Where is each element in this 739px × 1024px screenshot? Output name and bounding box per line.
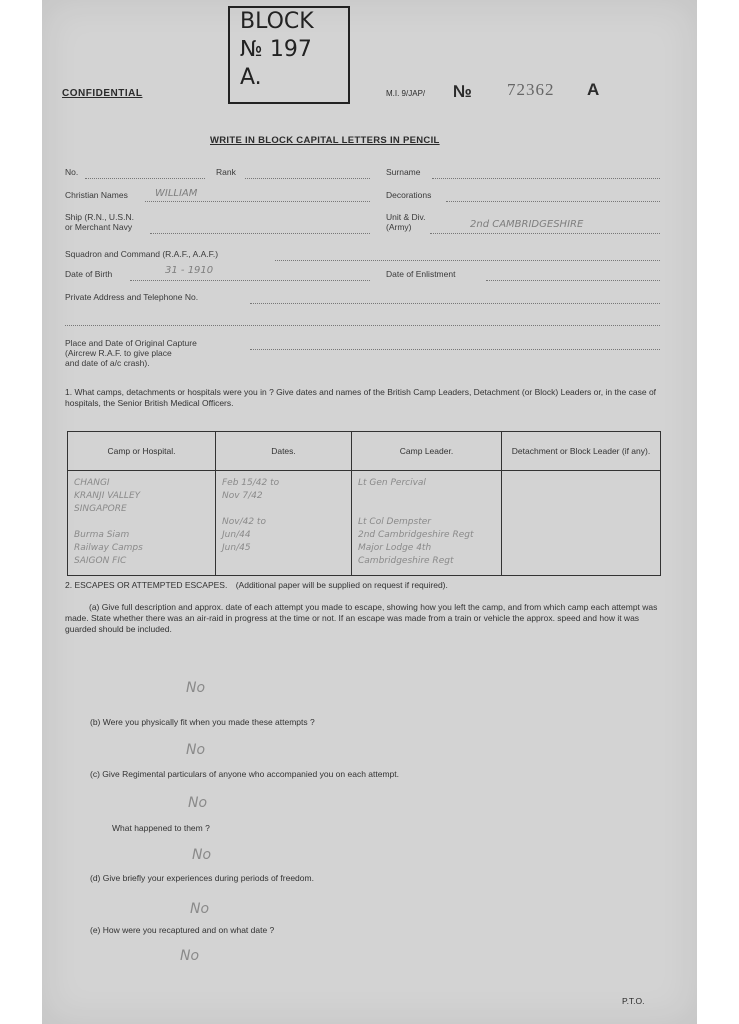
field-capture-line: [250, 349, 660, 350]
dob-value: 31 - 1910: [165, 265, 214, 276]
field-enlistment-label: Date of Enlistment: [386, 269, 456, 279]
field-capture-label: Place and Date of Original Capture (Aircrew R.A.F. to give place and date of a/c crash).: [65, 338, 197, 368]
field-address-line-2: [65, 325, 660, 326]
cell-camp: CHANGI KRANJI VALLEY SINGAPORE Burma Siam Railway Camps SAIGON FIC: [68, 471, 216, 576]
field-decorations-label: Decorations: [386, 190, 432, 200]
field-surname-line: [432, 178, 660, 179]
field-decorations-line: [446, 201, 660, 202]
field-unit-label: Unit & Div. (Army): [386, 212, 426, 232]
field-no-line: [85, 178, 205, 179]
answer-2d: No: [190, 901, 210, 917]
header-block: Detachment or Block Leader (if any).: [502, 432, 661, 471]
header-dates: Dates.: [216, 432, 352, 471]
stamp-line-2: № 197: [240, 37, 312, 62]
cell-leader: Lt Gen Percival Lt Col Dempster 2nd Cambridgeshire Regt Major Lodge 4th Cambridgeshire Regt: [352, 471, 502, 576]
field-christian-label: Christian Names: [65, 190, 128, 200]
field-unit-line: [430, 233, 660, 234]
field-christian-line: [145, 201, 370, 202]
field-ship-line: [150, 233, 370, 234]
form-number: 72362: [507, 80, 555, 99]
pto-label: P.T.O.: [622, 996, 645, 1006]
question-2d: (d) Give briefly your experiences during periods of freedom.: [90, 873, 314, 883]
field-surname-label: Surname: [386, 167, 421, 177]
field-rank-line: [245, 178, 370, 179]
christian-value: WILLIAM: [155, 188, 198, 199]
question-1: 1. What camps, detachments or hospitals were you in ? Give dates and names of the British Camp Leaders, Detachment (or Block) Leaders or, in the case of hospitals, the Senior British Medical Officers.: [65, 387, 657, 408]
field-enlistment-line: [486, 280, 660, 281]
stamp-line-1: BLOCK: [240, 9, 314, 34]
field-ship-label: Ship (R.N., U.S.N. or Merchant Navy: [65, 212, 134, 232]
stamp-line-3: A.: [240, 65, 262, 90]
question-2a: (a) Give full description and approx. date of each attempt you made to escape, showing how you left the camp, and from which camp each attempt was made. State whether there was an air-raid in progress at the time or not. If an escape was made from a train or vehicle the approx. speed and how it was guarded should be included.: [65, 602, 658, 634]
field-address-label: Private Address and Telephone No.: [65, 292, 199, 302]
field-dob-line: [130, 280, 370, 281]
cell-block: [502, 471, 661, 576]
question-2c-followup: What happened to them ?: [112, 823, 210, 833]
field-dob-label: Date of Birth: [65, 269, 113, 279]
field-squadron-label: Squadron and Command (R.A.F., A.A.F.): [65, 249, 219, 259]
number-label: №: [453, 82, 472, 101]
form-code: M.I. 9/JAP/: [386, 89, 426, 98]
answer-2a: No: [186, 680, 206, 696]
cell-dates: Feb 15/42 to Nov 7/42 Nov/42 to Jun/44 Jun/45: [216, 471, 352, 576]
question-2-title: [65, 580, 448, 590]
field-rank-label: Rank: [216, 167, 236, 177]
field-squadron-line: [275, 260, 660, 261]
q2-note: (Additional paper will be supplied on request if required).: [235, 580, 448, 590]
instruction-heading: WRITE IN BLOCK CAPITAL LETTERS IN PENCIL: [210, 135, 440, 146]
unit-value: 2nd CAMBRIDGESHIRE: [470, 219, 584, 230]
q2-title: 2. ESCAPES OR ATTEMPTED ESCAPES.: [65, 580, 228, 590]
form-suffix: A: [587, 80, 600, 99]
answer-2e: No: [180, 948, 200, 964]
table-header-row: [68, 432, 661, 471]
block-stamp: [228, 6, 350, 104]
question-2e: (e) How were you recaptured and on what date ?: [90, 925, 275, 935]
answer-2b: No: [186, 742, 206, 758]
question-2b: (b) Were you physically fit when you made these attempts ?: [90, 717, 315, 727]
camps-table: [67, 431, 661, 576]
field-address-line-1: [250, 303, 660, 304]
confidential-label: CONFIDENTIAL: [62, 88, 143, 99]
answer-2c-followup: No: [192, 847, 212, 863]
question-2c: (c) Give Regimental particulars of anyone who accompanied you on each attempt.: [90, 769, 399, 779]
header-leader: Camp Leader.: [352, 432, 502, 471]
answer-2c: No: [188, 795, 208, 811]
table-row: [68, 471, 661, 576]
header-camp: Camp or Hospital.: [68, 432, 216, 471]
field-no-label: No.: [65, 167, 79, 177]
